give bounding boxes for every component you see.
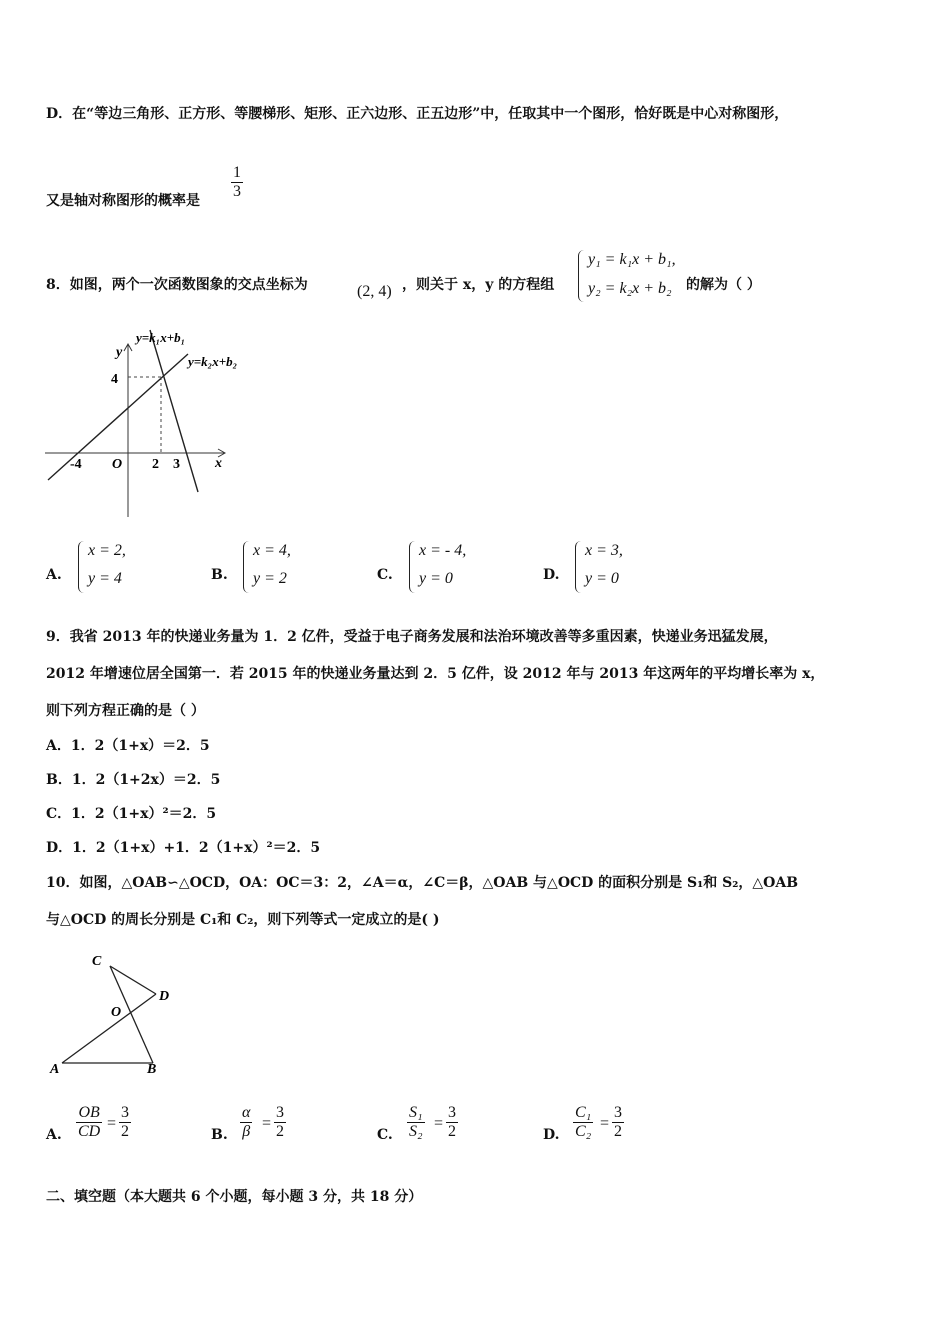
option-label: A. (46, 1127, 62, 1143)
point-b-label: B (147, 1062, 157, 1077)
fraction-numerator: 3 (614, 1104, 622, 1121)
option-row1: x = 3, (585, 542, 623, 559)
point-a-label: A (50, 1062, 60, 1077)
option-label: B. (211, 567, 228, 583)
q8-stem-c: 的解为（ ） (686, 277, 761, 293)
q8-stem-a: 8．如图，两个一次函数图象的交点坐标为 (46, 277, 308, 293)
option-label: C. (377, 567, 393, 583)
option-row1: x = 4, (253, 542, 291, 559)
point-o-label: O (111, 1005, 122, 1020)
fraction-denominator: C₂ (575, 1123, 592, 1140)
option-row1: x = - 4, (419, 542, 467, 559)
q9-stem-line2: 2012 年增速位居全国第一．若 2015 年的快递业务量达到 2．5 亿件，设 2012 年与 2013 年这两年的平均增长率为 x， (46, 666, 825, 682)
q9-stem-line1: 9．我省 2013 年的快递业务量为 1．2 亿件，受益于电子商务发展和法治环境改善等多重因素，快递业务迅猛发展， (46, 629, 778, 645)
q9-option-b[interactable]: B．1．2（1+2x）＝2．5 (46, 772, 221, 788)
q7-probability-fraction (231, 164, 243, 201)
option-row2: y = 4 (88, 570, 122, 587)
option-label: A. (46, 567, 62, 583)
line1-label: y=k₁x+b₁ (136, 330, 186, 345)
q8-system-row2: y₂ = k₂x + b₂ (588, 280, 672, 297)
option-label: B. (211, 1127, 228, 1143)
q10-stem-line1: 10．如图，△OAB∽△OCD，OA：OC＝3：2，∠A＝α，∠C＝β，△OAB 与△OCD 的面积分别是 S₁和 S₂，△OAB (46, 875, 799, 891)
q9-option-a[interactable]: A．1．2（1+x）＝2．5 (46, 738, 210, 754)
option-right-fraction (119, 1104, 131, 1141)
equals-sign: = (262, 1115, 272, 1132)
option-brace (243, 541, 252, 593)
q10-stem-line2: 与△OCD 的周长分别是 C₁和 C₂，则下列等式一定成立的是( ) (46, 912, 440, 928)
q9-option-c[interactable]: C．1．2（1+x）²＝2．5 (46, 806, 217, 822)
q8-point: (2, 4) (357, 283, 392, 300)
option-right-fraction (274, 1104, 286, 1141)
q8-stem-b: ，则关于 x，y 的方程组 (402, 277, 555, 293)
fraction-denominator: CD (78, 1123, 101, 1140)
line2-label: y=k₂x+b₂ (188, 354, 238, 369)
point-c-label: C (92, 954, 102, 969)
option-brace (409, 541, 418, 593)
option-brace (575, 541, 584, 593)
q8-graph (40, 322, 270, 522)
option-label: D. (543, 1127, 560, 1143)
x-axis-label: x (215, 456, 222, 471)
fraction-denominator: 2 (276, 1123, 284, 1140)
q8-system-row1: y₁ = k₁x + b₁, (588, 251, 676, 268)
fraction-denominator: 2 (614, 1123, 622, 1140)
option-row2: y = 0 (419, 570, 453, 587)
origin-label: O (112, 457, 123, 472)
option-label: D. (543, 567, 560, 583)
q9-stem-line3: 则下列方程正确的是（ ） (46, 703, 205, 719)
fraction-denominator: 2 (448, 1123, 456, 1140)
q8-system-brace (578, 250, 587, 302)
fraction-numerator: α (242, 1104, 251, 1121)
option-right-fraction (612, 1104, 624, 1141)
tick-x-2: 2 (152, 457, 159, 472)
point-d-label: D (159, 989, 170, 1004)
fraction-denominator: S₂ (409, 1123, 423, 1140)
option-right-fraction (446, 1104, 458, 1141)
q9-option-d[interactable]: D．1．2（1+x）+1．2（1+x）²＝2．5 (46, 840, 321, 856)
option-brace (78, 541, 87, 593)
y-axis-label: y (116, 345, 123, 360)
section2-heading: 二、填空题（本大题共 6 个小题，每小题 3 分，共 18 分） (46, 1189, 423, 1205)
option-label: C. (377, 1127, 393, 1143)
equals-sign: = (600, 1115, 610, 1132)
fraction-numerator: 3 (276, 1104, 284, 1121)
option-left-fraction (573, 1104, 593, 1141)
option-left-fraction (407, 1104, 425, 1141)
fraction-denominator: β (242, 1123, 251, 1140)
equals-sign: = (434, 1115, 444, 1132)
q7-option-d-line1: D．在“等边三角形、正方形、等腰梯形、矩形、正六边形、正五边形”中，任取其中一个图形，恰好既是中心对称图形， (46, 106, 789, 122)
fraction-denominator: 3 (233, 183, 241, 200)
equals-sign: = (107, 1115, 117, 1132)
fraction-numerator: 3 (448, 1104, 456, 1121)
fraction-numerator: S₁ (409, 1104, 423, 1121)
fraction-denominator: 2 (121, 1123, 129, 1140)
option-row1: x = 2, (88, 542, 126, 559)
tick-x-minus-4: -4 (70, 457, 82, 472)
tick-y-4: 4 (111, 372, 118, 387)
fraction-numerator: OB (76, 1104, 102, 1123)
option-left-fraction (240, 1104, 252, 1141)
option-left-fraction (76, 1104, 102, 1141)
fraction-numerator: 1 (233, 164, 241, 181)
segment-da (62, 994, 156, 1063)
q10-figure (40, 945, 190, 1080)
option-row2: y = 2 (253, 570, 287, 587)
q7-option-d-line2: 又是轴对称图形的概率是 (46, 193, 200, 209)
tick-x-3: 3 (173, 457, 180, 472)
fraction-numerator: 3 (121, 1104, 129, 1121)
fraction-numerator: C₁ (575, 1104, 592, 1121)
option-row2: y = 0 (585, 570, 619, 587)
